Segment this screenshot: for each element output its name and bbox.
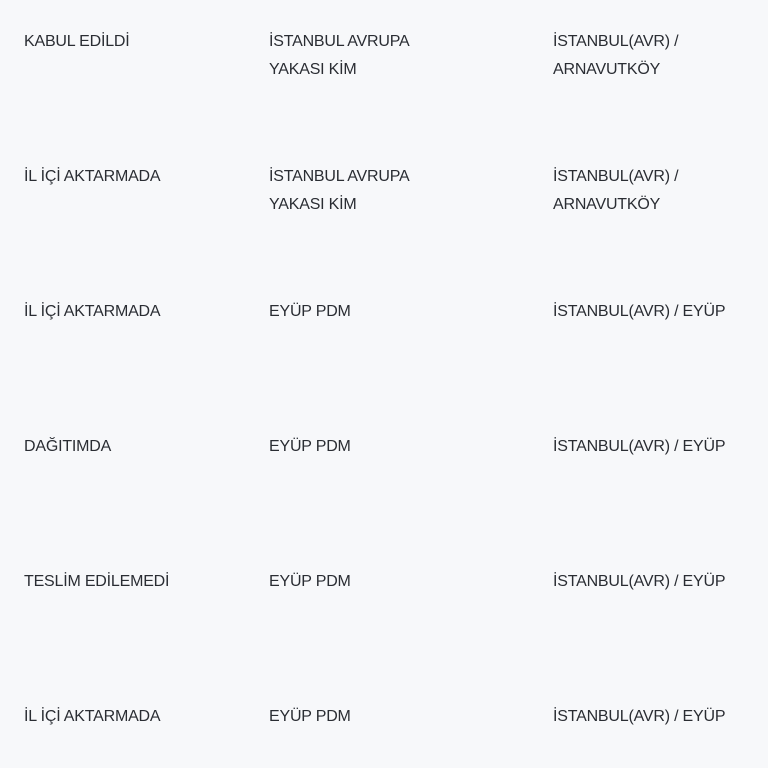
office-cell — [245, 163, 529, 270]
office-cell — [245, 433, 529, 540]
office-cell — [245, 568, 529, 675]
location-line: İSTANBUL(AVR) / EYÜP — [553, 573, 726, 590]
location-line: İSTANBUL(AVR) / EYÜP — [553, 303, 726, 320]
location-cell — [529, 298, 768, 405]
office-line: EYÜP PDM — [269, 303, 351, 320]
office-line: EYÜP PDM — [269, 438, 351, 455]
office-line: YAKASI KİM — [269, 196, 357, 213]
location-line: İSTANBUL(AVR) / — [553, 33, 679, 50]
table-row — [0, 675, 768, 768]
status-cell: İL İÇİ AKTARMADA — [24, 708, 161, 725]
location-cell — [529, 163, 768, 270]
location-line: İSTANBUL(AVR) / EYÜP — [553, 708, 726, 725]
status-cell: DAĞITIMDA — [24, 438, 112, 455]
location-cell — [529, 703, 768, 768]
location-cell — [529, 568, 768, 675]
status-cell: KABUL EDİLDİ — [24, 33, 130, 50]
status-cell: TESLİM EDİLEMEDİ — [24, 573, 170, 590]
location-line: İSTANBUL(AVR) / EYÜP — [553, 438, 726, 455]
location-line: ARNAVUTKÖY — [553, 61, 661, 78]
location-line: ARNAVUTKÖY — [553, 196, 661, 213]
location-cell — [529, 433, 768, 540]
status-cell: İL İÇİ AKTARMADA — [24, 303, 161, 320]
office-line: YAKASI KİM — [269, 61, 357, 78]
table-row — [0, 135, 768, 270]
office-line: EYÜP PDM — [269, 708, 351, 725]
table-row — [0, 270, 768, 405]
office-cell — [245, 28, 529, 135]
location-line: İSTANBUL(AVR) / — [553, 168, 679, 185]
table-row — [0, 0, 768, 135]
location-cell — [529, 28, 768, 135]
office-cell — [245, 703, 529, 768]
table-row — [0, 405, 768, 540]
table-row — [0, 540, 768, 675]
status-cell: İL İÇİ AKTARMADA — [24, 168, 161, 185]
office-line: EYÜP PDM — [269, 573, 351, 590]
office-line: İSTANBUL AVRUPA — [269, 168, 410, 185]
office-line: İSTANBUL AVRUPA — [269, 33, 410, 50]
office-cell — [245, 298, 529, 405]
